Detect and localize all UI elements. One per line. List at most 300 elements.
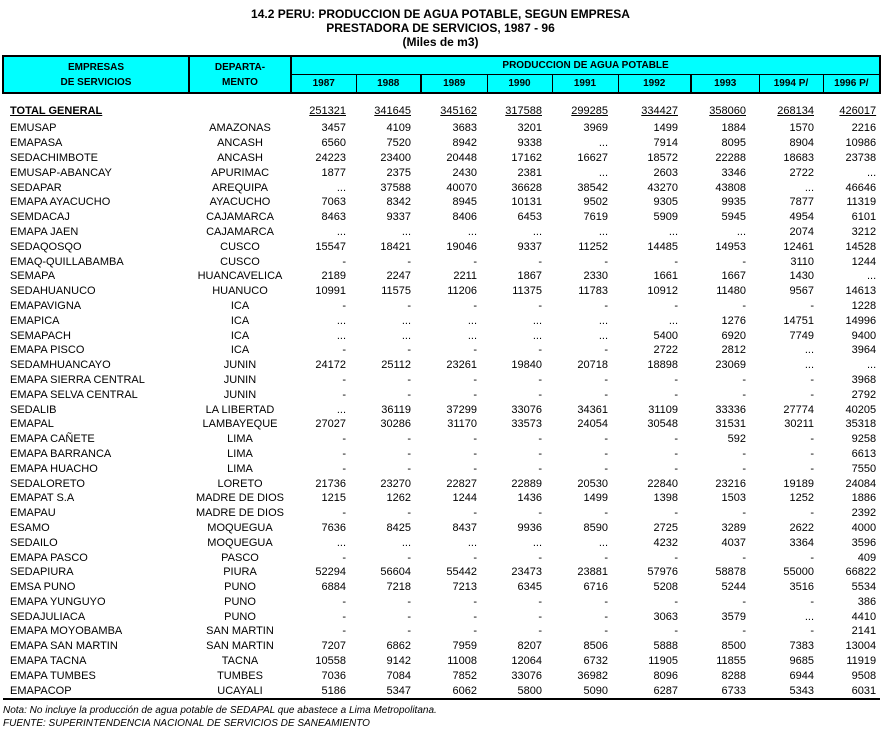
value-1992: 11905 bbox=[648, 655, 678, 668]
table-row bbox=[3, 373, 880, 388]
empresa-name: SEDALORETO bbox=[10, 477, 85, 490]
value-1993: 2812 bbox=[721, 344, 746, 357]
value-1987: ... bbox=[336, 536, 346, 549]
value-1989: 11008 bbox=[447, 655, 477, 668]
value-1994-P: 3110 bbox=[790, 255, 814, 268]
value-1987: - bbox=[342, 344, 346, 357]
value-1994-P: 7749 bbox=[789, 329, 814, 342]
empresa-name: EMUSAP bbox=[10, 122, 57, 135]
value-1990: - bbox=[538, 595, 542, 608]
value-1988: 8342 bbox=[386, 196, 411, 209]
value-1990: 19840 bbox=[511, 359, 542, 372]
value-1988: - bbox=[407, 344, 411, 357]
table-row bbox=[3, 165, 880, 180]
value-1996-P: 1886 bbox=[851, 492, 877, 505]
value-1991: - bbox=[604, 507, 608, 520]
value-1996-P: 3596 bbox=[851, 536, 877, 549]
value-1992: 22840 bbox=[647, 477, 678, 490]
value-1987: 8463 bbox=[321, 211, 346, 224]
empresa-name: EMAPA YUNGUYO bbox=[10, 595, 106, 608]
empresa-name: EMAPA SAN MARTIN bbox=[10, 640, 118, 653]
value-1993: - bbox=[742, 299, 746, 312]
value-1994-P: - bbox=[810, 299, 814, 312]
departamento: CAJAMARCA bbox=[206, 211, 274, 224]
value-1996-P: 66822 bbox=[845, 566, 877, 579]
value-1990: 2381 bbox=[517, 166, 542, 179]
value-1991: 8590 bbox=[583, 521, 608, 534]
table-row bbox=[3, 225, 880, 240]
value-1993: - bbox=[742, 507, 746, 520]
value-1996-P: 386 bbox=[857, 595, 877, 608]
value-1988: - bbox=[407, 625, 411, 638]
value-1987: 27027 bbox=[315, 418, 346, 431]
departamento: JUNIN bbox=[223, 373, 257, 386]
value-1990: - bbox=[538, 447, 542, 460]
value-1991: 7619 bbox=[583, 211, 608, 224]
departamento: LAMBAYEQUE bbox=[202, 418, 278, 431]
value-1994-P: 3364 bbox=[789, 536, 814, 549]
value-1996-P: 1244 bbox=[851, 255, 877, 268]
table-row bbox=[3, 491, 880, 506]
value-1996-P: 4000 bbox=[851, 521, 877, 534]
table-row bbox=[3, 639, 880, 654]
value-1991: - bbox=[604, 595, 608, 608]
value-1987: 6560 bbox=[321, 137, 346, 150]
value-1989: 37299 bbox=[446, 403, 477, 416]
empresa-name: EMAPA AYACUCHO bbox=[10, 196, 111, 209]
value-1991: 6716 bbox=[583, 581, 608, 594]
value-1989: - bbox=[473, 299, 477, 312]
value-1989: ... bbox=[467, 329, 477, 342]
departamento-header-line2: MENTO bbox=[222, 76, 258, 88]
value-1987: - bbox=[342, 507, 346, 520]
value-1991: 20530 bbox=[577, 477, 608, 490]
value-1992: - bbox=[674, 507, 678, 520]
value-1987: 7036 bbox=[321, 669, 346, 682]
value-1993: 11855 bbox=[716, 655, 746, 668]
column-header-1994-P: 1994 P/ bbox=[759, 75, 823, 94]
empresa-name: SEDAPAR bbox=[10, 181, 62, 194]
value-1991: 8506 bbox=[583, 640, 608, 653]
value-1993: 22288 bbox=[715, 151, 746, 164]
table-row bbox=[3, 432, 880, 447]
value-1987: - bbox=[342, 388, 346, 401]
value-1990: - bbox=[538, 507, 542, 520]
value-1992: 334427 bbox=[641, 105, 678, 117]
value-1988: - bbox=[407, 255, 411, 268]
value-1989: - bbox=[473, 507, 477, 520]
value-1987: - bbox=[342, 462, 346, 475]
value-1990: 10131 bbox=[511, 196, 542, 209]
footnotes bbox=[3, 704, 881, 730]
value-1987: - bbox=[342, 551, 346, 564]
departamento: MADRE DE DIOS bbox=[195, 507, 284, 520]
value-1992: - bbox=[674, 551, 678, 564]
value-1989: 55442 bbox=[446, 566, 477, 579]
empresa-name: EMAPICA bbox=[10, 314, 60, 327]
value-1993: 358060 bbox=[709, 105, 746, 117]
table-row bbox=[3, 210, 880, 225]
departamento: AREQUIPA bbox=[211, 181, 269, 194]
value-1987: ... bbox=[336, 403, 346, 416]
empresas-header-line2: DE SERVICIOS bbox=[60, 76, 132, 88]
departamento: CUSCO bbox=[220, 240, 260, 253]
value-1987: - bbox=[342, 433, 346, 446]
value-1993: 5244 bbox=[721, 581, 746, 594]
departamento: AYACUCHO bbox=[209, 196, 271, 209]
value-1988: 2375 bbox=[386, 166, 411, 179]
value-1994-P: 7383 bbox=[789, 640, 814, 653]
value-1987: 5186 bbox=[291, 683, 356, 699]
value-1994-P: ... bbox=[804, 610, 814, 623]
empresa-name: EMAPA TUMBES bbox=[10, 669, 96, 682]
value-1989: 2211 bbox=[453, 270, 477, 283]
value-1987: ... bbox=[336, 225, 346, 238]
value-1991: - bbox=[604, 551, 608, 564]
value-1989: 1244 bbox=[452, 492, 477, 505]
table-row bbox=[3, 506, 880, 521]
value-1987: - bbox=[342, 610, 346, 623]
value-1993: 23069 bbox=[715, 359, 746, 372]
value-1991: ... bbox=[598, 137, 608, 150]
value-1992: 31109 bbox=[648, 403, 678, 416]
value-1992: 3063 bbox=[653, 610, 678, 623]
value-1996-P: 23738 bbox=[845, 151, 877, 164]
departamento: PUNO bbox=[224, 595, 256, 608]
value-1990: - bbox=[538, 610, 542, 623]
empresas-header-line1: EMPRESAS bbox=[67, 61, 125, 73]
value-1993: ... bbox=[736, 225, 746, 238]
value-1996-P: 13004 bbox=[845, 640, 877, 653]
value-1990: 1867 bbox=[517, 270, 542, 283]
empresa-name: EMSA PUNO bbox=[10, 581, 76, 594]
value-1989: - bbox=[473, 551, 477, 564]
table-row bbox=[3, 624, 880, 639]
value-1987: - bbox=[342, 373, 346, 386]
value-1996-P: 409 bbox=[857, 551, 877, 564]
value-1991: 299285 bbox=[571, 105, 608, 117]
value-1994-P: ... bbox=[804, 181, 814, 194]
value-1996-P: 6101 bbox=[851, 211, 877, 224]
value-1990: 3201 bbox=[517, 122, 542, 135]
value-1987: 15547 bbox=[315, 240, 346, 253]
departamento: JUNIN bbox=[223, 388, 257, 401]
footnote-fuente: FUENTE: SUPERINTENDENCIA NACIONAL DE SERVICIOS DE SANEAMIENTO bbox=[3, 718, 370, 730]
value-1994-P: - bbox=[810, 462, 814, 475]
value-1993: - bbox=[742, 625, 746, 638]
value-1987: - bbox=[342, 625, 346, 638]
value-1988: 5347 bbox=[356, 683, 421, 699]
value-1987: 3457 bbox=[321, 122, 346, 135]
value-1994-P: 2722 bbox=[789, 166, 814, 179]
value-1988: - bbox=[407, 433, 411, 446]
departamento: MADRE DE DIOS bbox=[195, 492, 284, 505]
value-1991: - bbox=[604, 255, 608, 268]
value-1992: 18898 bbox=[647, 359, 678, 372]
value-1996-P: 7550 bbox=[851, 462, 877, 475]
value-1989: - bbox=[473, 344, 477, 357]
value-1990: 12064 bbox=[511, 655, 542, 668]
value-1996-P: 2216 bbox=[851, 122, 877, 135]
empresa-name: EMUSAP-ABANCAY bbox=[10, 166, 112, 179]
value-1993: 14953 bbox=[715, 240, 746, 253]
value-1988: 7084 bbox=[386, 669, 411, 682]
value-1990: 9936 bbox=[517, 521, 542, 534]
value-1988: 9337 bbox=[386, 211, 411, 224]
value-1994-P: 14751 bbox=[783, 314, 814, 327]
value-1990: - bbox=[538, 255, 542, 268]
value-1990: 17162 bbox=[511, 151, 542, 164]
value-1988: ... bbox=[401, 314, 411, 327]
value-1990: - bbox=[538, 433, 542, 446]
empresa-name: EMAPA SELVA CENTRAL bbox=[10, 388, 138, 401]
value-1992: - bbox=[674, 373, 678, 386]
value-1991: - bbox=[604, 433, 608, 446]
value-1989: 7213 bbox=[452, 581, 477, 594]
value-1993: 31531 bbox=[715, 418, 746, 431]
value-1989: - bbox=[473, 373, 477, 386]
value-1993: - bbox=[742, 255, 746, 268]
value-1991: 38542 bbox=[577, 181, 608, 194]
value-1992: - bbox=[674, 299, 678, 312]
empresa-name: SEDACHIMBOTE bbox=[10, 151, 99, 164]
value-1989: 8945 bbox=[452, 196, 477, 209]
value-1988: - bbox=[407, 507, 411, 520]
value-1991: - bbox=[604, 462, 608, 475]
table-row bbox=[3, 535, 880, 550]
value-1988: 6862 bbox=[386, 640, 411, 653]
value-1988: 7218 bbox=[386, 581, 411, 594]
value-1987: 21736 bbox=[315, 477, 346, 490]
title-line-3: (Miles de m3) bbox=[402, 35, 479, 49]
value-1993: 8288 bbox=[721, 669, 746, 682]
value-1993: 23216 bbox=[715, 477, 746, 490]
value-1990: 11375 bbox=[512, 285, 542, 298]
value-1994-P: 1430 bbox=[789, 270, 814, 283]
value-1991: ... bbox=[598, 314, 608, 327]
value-1990: - bbox=[538, 344, 542, 357]
value-1992: 2725 bbox=[653, 521, 678, 534]
empresa-name: SEDALIB bbox=[10, 403, 57, 416]
empresa-name: EMAPA JAEN bbox=[10, 225, 79, 238]
empresa-name: EMAPA TACNA bbox=[10, 655, 87, 668]
value-1996-P: 46646 bbox=[845, 181, 877, 194]
total-row bbox=[3, 93, 880, 121]
value-1987: 52294 bbox=[315, 566, 346, 579]
empresa-name: SEMAPA bbox=[10, 270, 56, 283]
table-row bbox=[3, 136, 880, 151]
value-1993: 11480 bbox=[716, 285, 746, 298]
table-row bbox=[3, 461, 880, 476]
value-1996-P: 3968 bbox=[851, 373, 877, 386]
value-1992: ... bbox=[668, 225, 678, 238]
value-1989: 7852 bbox=[452, 669, 477, 682]
column-header-1989: 1989 bbox=[421, 75, 487, 94]
value-1996-P: 9400 bbox=[851, 329, 877, 342]
value-1990: - bbox=[538, 625, 542, 638]
value-1993: 3289 bbox=[721, 521, 746, 534]
value-1993: 33336 bbox=[715, 403, 746, 416]
value-1994-P: 18683 bbox=[783, 151, 814, 164]
departamento: APURIMAC bbox=[210, 166, 270, 179]
empresa-name: EMAPA BARRANCA bbox=[10, 447, 112, 460]
value-1990: 33573 bbox=[511, 418, 542, 431]
empresa-name: EMAPAU bbox=[10, 507, 56, 520]
value-1992: 14485 bbox=[647, 240, 678, 253]
departamento: LA LIBERTAD bbox=[205, 403, 275, 416]
value-1989: - bbox=[473, 595, 477, 608]
table-row bbox=[3, 180, 880, 195]
value-1990: 22889 bbox=[511, 477, 542, 490]
table-row bbox=[3, 580, 880, 595]
value-1989: 23261 bbox=[446, 359, 477, 372]
value-1987: - bbox=[342, 255, 346, 268]
value-1992: - bbox=[674, 595, 678, 608]
table-row bbox=[3, 151, 880, 166]
value-1993: 1503 bbox=[721, 492, 746, 505]
value-1993: - bbox=[742, 373, 746, 386]
value-1994-P: 268134 bbox=[777, 105, 814, 117]
value-1994-P: 9567 bbox=[789, 285, 814, 298]
value-1987: - bbox=[342, 595, 346, 608]
value-1996-P: 5534 bbox=[851, 581, 877, 594]
value-1988: 18421 bbox=[380, 240, 411, 253]
value-1991: 6732 bbox=[583, 655, 608, 668]
departamento bbox=[189, 93, 291, 121]
value-1990: ... bbox=[532, 314, 542, 327]
value-1994-P: - bbox=[810, 595, 814, 608]
value-1996-P: 24084 bbox=[845, 477, 877, 490]
value-1996-P: 2792 bbox=[851, 388, 877, 401]
value-1994-P: 3516 bbox=[789, 581, 814, 594]
value-1994-P: - bbox=[810, 447, 814, 460]
value-1996-P: 40205 bbox=[845, 403, 877, 416]
value-1990: 23473 bbox=[511, 566, 542, 579]
value-1992: 1661 bbox=[653, 270, 678, 283]
value-1996-P: 9508 bbox=[851, 669, 877, 682]
value-1992: - bbox=[674, 255, 678, 268]
value-1992: 4232 bbox=[653, 536, 678, 549]
departamento: LIMA bbox=[227, 447, 253, 460]
empresa-name: SEDAJULIACA bbox=[10, 610, 86, 623]
value-1989: ... bbox=[467, 536, 477, 549]
value-1994-P: ... bbox=[804, 359, 814, 372]
value-1991: 34361 bbox=[577, 403, 608, 416]
value-1989: 8406 bbox=[452, 211, 477, 224]
value-1992: - bbox=[674, 462, 678, 475]
value-1991: 20718 bbox=[577, 359, 608, 372]
value-1987: 1877 bbox=[321, 166, 346, 179]
total-label: TOTAL GENERAL bbox=[10, 105, 103, 117]
value-1996-P: 2392 bbox=[851, 507, 877, 520]
departamento: TACNA bbox=[221, 655, 259, 668]
value-1991: 5090 bbox=[552, 683, 618, 699]
table-row bbox=[3, 595, 880, 610]
value-1991: - bbox=[604, 625, 608, 638]
value-1991: 2330 bbox=[583, 270, 608, 283]
value-1991: 3969 bbox=[583, 122, 608, 135]
value-1993: 8095 bbox=[721, 137, 746, 150]
value-1996-P: 9258 bbox=[851, 433, 877, 446]
value-1996-P: 14996 bbox=[845, 314, 877, 327]
empresa-name: EMAPA HUACHO bbox=[10, 462, 98, 475]
value-1992: - bbox=[674, 433, 678, 446]
value-1987: ... bbox=[336, 181, 346, 194]
table-row bbox=[3, 521, 880, 536]
value-1987: 2189 bbox=[321, 270, 346, 283]
value-1991: 11783 bbox=[578, 285, 608, 298]
empresa-name: EMAPAT S.A bbox=[10, 492, 75, 505]
empresa-name: EMAPASA bbox=[10, 137, 63, 150]
empresa-name: EMAPA PASCO bbox=[10, 551, 88, 564]
departamento: PIURA bbox=[223, 566, 257, 579]
value-1994-P: 19189 bbox=[783, 477, 814, 490]
departamento: TUMBES bbox=[217, 669, 263, 682]
value-1990: ... bbox=[532, 225, 542, 238]
departamento: ICA bbox=[230, 299, 250, 312]
value-1988: 37588 bbox=[380, 181, 411, 194]
value-1988: 36119 bbox=[381, 403, 411, 416]
column-header-1996-P: 1996 P/ bbox=[823, 75, 880, 94]
departamento: MOQUEGUA bbox=[207, 521, 273, 534]
value-1991: - bbox=[604, 373, 608, 386]
value-1996-P: 35318 bbox=[845, 418, 877, 431]
value-1992: 5208 bbox=[653, 581, 678, 594]
value-1994-P: - bbox=[810, 507, 814, 520]
group-header-produccion: PRODUCCION DE AGUA POTABLE bbox=[291, 56, 880, 75]
value-1992: 1398 bbox=[653, 492, 678, 505]
table-row bbox=[3, 402, 880, 417]
departamento: UCAYALI bbox=[189, 683, 291, 699]
departamento: ANCASH bbox=[217, 151, 263, 164]
empresa-name: ESAMO bbox=[10, 521, 50, 534]
value-1992: 5400 bbox=[653, 329, 678, 342]
value-1990: 5800 bbox=[487, 683, 552, 699]
value-1994-P: - bbox=[810, 373, 814, 386]
value-1991: ... bbox=[598, 329, 608, 342]
value-1992: 7914 bbox=[653, 137, 678, 150]
table-row bbox=[3, 654, 880, 669]
value-1987: 7207 bbox=[321, 640, 346, 653]
value-1990: - bbox=[538, 388, 542, 401]
value-1991: - bbox=[604, 299, 608, 312]
footnote-nota: Nota: No incluye la producción de agua potable de SEDAPAL que abastece a Lima Metropolitana. bbox=[3, 705, 437, 717]
value-1989: ... bbox=[467, 314, 477, 327]
departamento: PUNO bbox=[224, 581, 256, 594]
value-1994-P: 55000 bbox=[783, 566, 814, 579]
value-1994-P: 1570 bbox=[789, 122, 814, 135]
value-1988: 2247 bbox=[386, 270, 411, 283]
value-1988: - bbox=[407, 610, 411, 623]
value-1994-P: 8904 bbox=[789, 137, 814, 150]
value-1988: 4109 bbox=[386, 122, 411, 135]
value-1992: 10912 bbox=[647, 285, 678, 298]
column-header-empresas bbox=[3, 56, 189, 93]
value-1988: ... bbox=[401, 225, 411, 238]
table-body bbox=[3, 93, 880, 699]
value-1993: 6733 bbox=[691, 683, 759, 699]
table-row bbox=[3, 417, 880, 432]
value-1989: 19046 bbox=[446, 240, 477, 253]
column-header-1991: 1991 bbox=[552, 75, 618, 94]
value-1990: - bbox=[538, 299, 542, 312]
value-1993: 1667 bbox=[721, 270, 746, 283]
empresa-name: SEDAMHUANCAYO bbox=[10, 359, 111, 372]
value-1988: - bbox=[407, 388, 411, 401]
value-1996-P: 10986 bbox=[845, 137, 877, 150]
departamento: HUANUCO bbox=[212, 285, 268, 298]
value-1994-P: 6944 bbox=[789, 669, 814, 682]
